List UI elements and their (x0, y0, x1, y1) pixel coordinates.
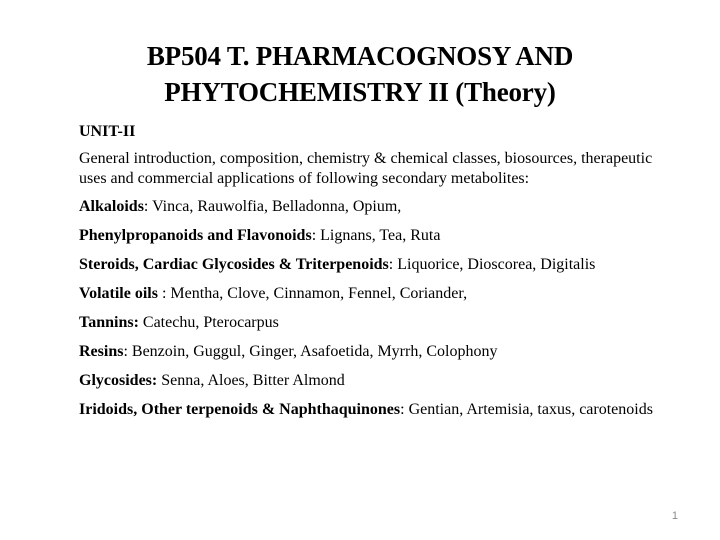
slide-title-line-2: PHYTOCHEMISTRY II (Theory) (164, 77, 556, 107)
item-term: Alkaloids (79, 198, 144, 215)
list-item (79, 197, 669, 217)
item-term: Phenylpropanoids and Flavonoids (79, 227, 312, 244)
item-term: Volatile oils (79, 285, 158, 302)
item-description: Gentian, Artemisia, taxus, carotenoids (408, 401, 653, 418)
list-item (79, 342, 669, 362)
item-separator: : (143, 198, 153, 215)
item-description: Benzoin, Guggul, Ginger, Asafoetida, Myrrh, Colophony (131, 343, 498, 360)
slide-content (79, 122, 669, 429)
page-number: 1 (671, 510, 678, 522)
slide-title-line-1: BP504 T. PHARMACOGNOSY AND (146, 41, 574, 71)
list-item (79, 226, 669, 246)
item-term: Resins (79, 343, 124, 360)
list-item (79, 371, 669, 391)
unit-heading: UNIT-II (79, 123, 136, 140)
item-description: Vinca, Rauwolfia, Belladonna, Opium, (152, 198, 402, 215)
item-separator: : (157, 285, 171, 302)
item-term: Steroids, Cardiac Glycosides & Triterpenoids (79, 256, 389, 273)
item-separator: : (388, 256, 398, 273)
item-term: Tannins: (79, 314, 139, 331)
list-item (79, 400, 669, 420)
slide-title (60, 38, 660, 110)
item-term: Glycosides: (79, 372, 158, 389)
item-separator: : (123, 343, 132, 360)
item-description: Mentha, Clove, Cinnamon, Fennel, Coriander, (170, 285, 468, 302)
item-description: Lignans, Tea, Ruta (320, 227, 441, 244)
item-separator: : (311, 227, 321, 244)
list-item (79, 255, 669, 275)
item-description: Senna, Aloes, Bitter Almond (161, 372, 345, 389)
list-item (79, 284, 669, 304)
list-item (79, 313, 669, 333)
item-description: Liquorice, Dioscorea, Digitalis (397, 256, 596, 273)
item-term: Iridoids, Other terpenoids & Naphthaquinones (79, 401, 401, 418)
item-description: Catechu, Pterocarpus (142, 314, 279, 331)
item-separator: : (400, 401, 409, 418)
intro-paragraph: General introduction, composition, chemistry & chemical classes, biosources, therapeutic uses and commercial applications of following secondary metabolites: (79, 150, 653, 187)
